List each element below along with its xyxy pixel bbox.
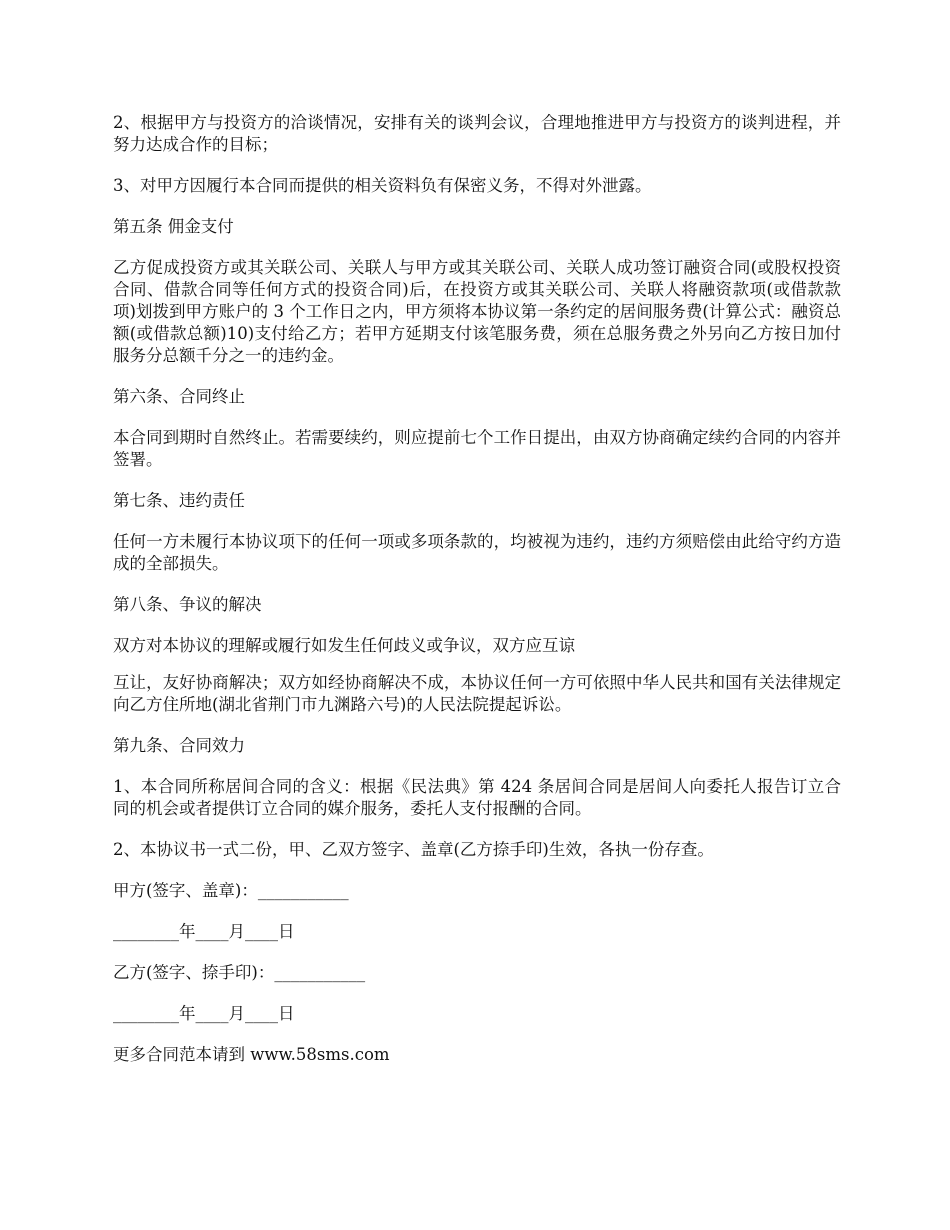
clause-6-heading: 第六条、合同终止 (113, 387, 245, 406)
clause-6-body: 本合同到期时自然终止。若需要续约，则应提前七个工作日提出，由双方协商确定续约合同的内容并签署。 (113, 428, 841, 469)
clause-8-body-part-2: 互让，友好协商解决；双方如经协商解决不成，本协议任何一方可依照中华人民共和国有关法律规定向乙方住所地(湖北省荆门市九渊路六号)的人民法院提起诉讼。 (113, 673, 841, 714)
document-page (113, 112, 841, 1085)
clause-4-item-3: 3、对甲方因履行本合同而提供的相关资料负有保密义务，不得对外泄露。 (113, 176, 652, 195)
clause-9-heading: 第九条、合同效力 (113, 736, 245, 755)
clause-8-body-part-1: 双方对本协议的理解或履行如发生任何歧义或争议，双方应互谅 (113, 636, 575, 655)
party-a-signature-line: 甲方(签字、盖章)：___________ (113, 881, 349, 900)
clause-4-item-2: 2、根据甲方与投资方的洽谈情况，安排有关的谈判会议，合理地推进甲方与投资方的谈判进程，并努力达成合作的目标； (113, 113, 841, 154)
clause-5-heading: 第五条 佣金支付 (113, 217, 234, 236)
party-b-signature-line: 乙方(签字、捺手印)：___________ (113, 963, 366, 982)
clause-8-heading: 第八条、争议的解决 (113, 595, 262, 614)
party-a-date-line: ________年____月____日 (113, 922, 295, 941)
clause-7-heading: 第七条、违约责任 (113, 491, 245, 510)
party-b-date-line: ________年____月____日 (113, 1004, 295, 1023)
clause-7-body: 任何一方未履行本协议项下的任何一项或多项条款的，均被视为违约，违约方须赔偿由此给守约方造成的全部损失。 (113, 532, 841, 573)
footer-note: 更多合同范本请到 www.58sms.com (113, 1045, 390, 1064)
clause-5-body: 乙方促成投资方或其关联公司、关联人与甲方或其关联公司、关联人成功签订融资合同(或股权投资合同、借款合同等任何方式的投资合同)后，在投资方或其关联公司、关联人将融资款项(或借款款项)划拨到甲方账户的 3 个工作日之内，甲方须将本协议第一条约定的居间服务费(计算公式：融资总额(或借款总额)10)支付给乙方；若甲方延期支付该笔服务费，须在总服务费之外另向乙方按日加付服务分总额千分之一的违约金。 (113, 258, 841, 365)
clause-9-item-1: 1、本合同所称居间合同的含义：根据《民法典》第 424 条居间合同是居间人向委托人报告订立合同的机会或者提供订立合同的媒介服务，委托人支付报酬的合同。 (113, 777, 841, 818)
clause-9-item-2: 2、本协议书一式二份，甲、乙双方签字、盖章(乙方捺手印)生效，各执一份存查。 (113, 840, 714, 859)
